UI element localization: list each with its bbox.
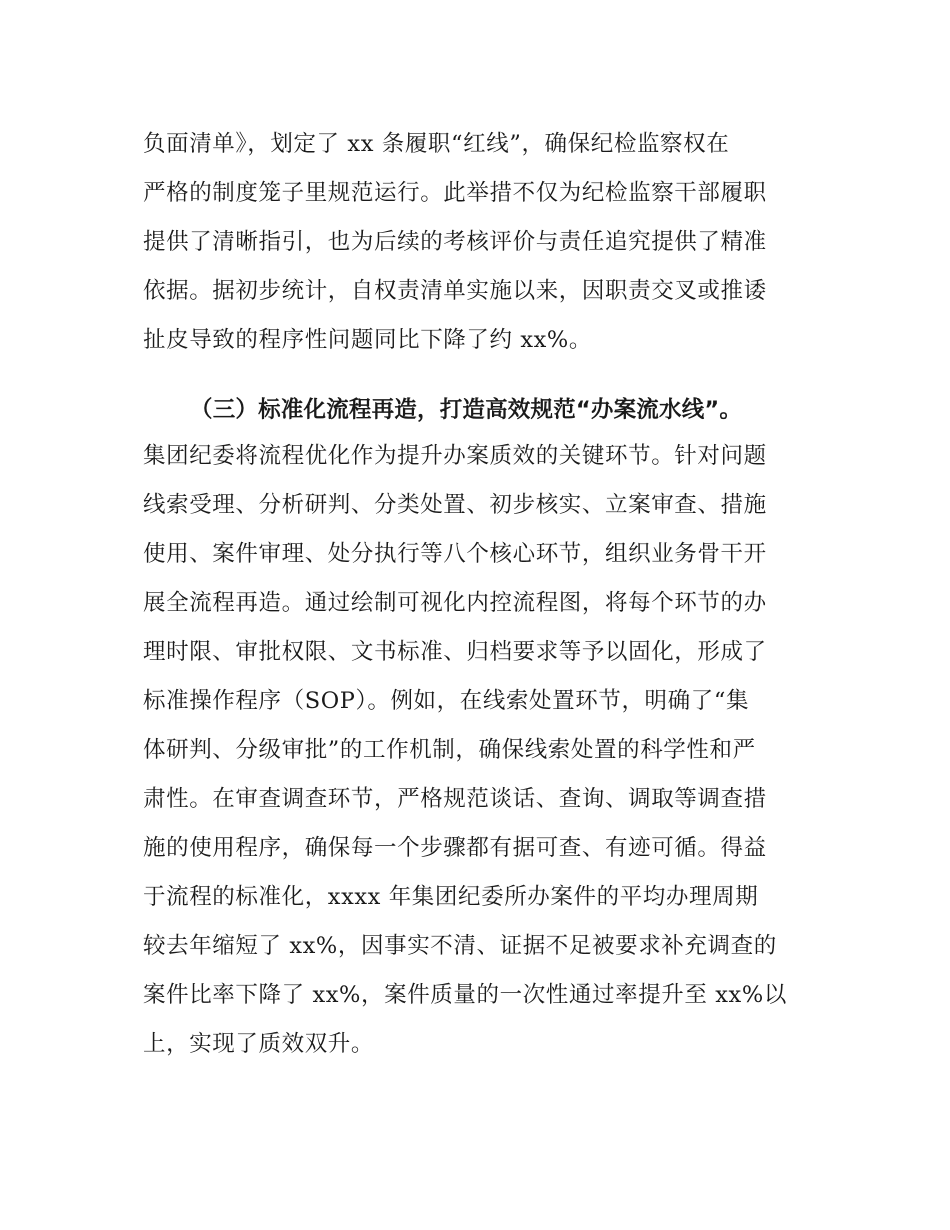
paragraph-line: 体研判、分级审批”的工作机制，确保线索处置的科学性和严 (143, 737, 756, 763)
paragraph-line: 严格的制度笼子里规范运行。此举措不仅为纪检监察干部履职 (143, 180, 767, 206)
paragraph-line: 案件比率下降了 xx%，案件质量的一次性通过率提升至 xx%以 (143, 982, 787, 1008)
paragraph-line: 负面清单》，划定了 xx 条履职“红线”，确保纪检监察权在 (143, 131, 730, 157)
paragraph-line: 扯皮导致的程序性问题同比下降了约 xx%。 (143, 327, 593, 353)
paragraph-line: 施的使用程序，确保每一个步骤都有据可查、有迹可循。得益 (143, 835, 767, 861)
paragraph-line: 上，实现了质效双升。 (143, 1031, 375, 1057)
paragraph-line: 集团纪委将流程优化作为提升办案质效的关键环节。针对问题 (143, 443, 767, 469)
paragraph-line: 依据。据初步统计，自权责清单实施以来，因职责交叉或推诿 (143, 278, 767, 304)
paragraph-line: 于流程的标准化，xxxx 年集团纪委所办案件的平均办理周期 (143, 884, 759, 910)
paragraph-line: 较去年缩短了 xx%，因事实不清、证据不足被要求补充调查的 (143, 933, 777, 959)
paragraph-line: 使用、案件审理、处分执行等八个核心环节，组织业务骨干开 (143, 541, 767, 567)
paragraph-line: 提供了清晰指引，也为后续的考核评价与责任追究提供了精准 (143, 229, 767, 255)
paragraph-line: 线索受理、分析研判、分类处置、初步核实、立案审查、措施 (143, 492, 767, 518)
section-heading: （三）标准化流程再造，打造高效规范“办案流水线”。 (190, 397, 743, 423)
paragraph-line: 展全流程再造。通过绘制可视化内控流程图，将每个环节的办 (143, 590, 767, 616)
paragraph-line: 标准操作程序（SOP）。例如，在线索处置环节，明确了“集 (143, 688, 750, 714)
paragraph-line: 肃性。在审查调查环节，严格规范谈话、查询、调取等调查措 (143, 786, 767, 812)
paragraph-line: 理时限、审批权限、文书标准、归档要求等予以固化，形成了 (143, 639, 767, 665)
